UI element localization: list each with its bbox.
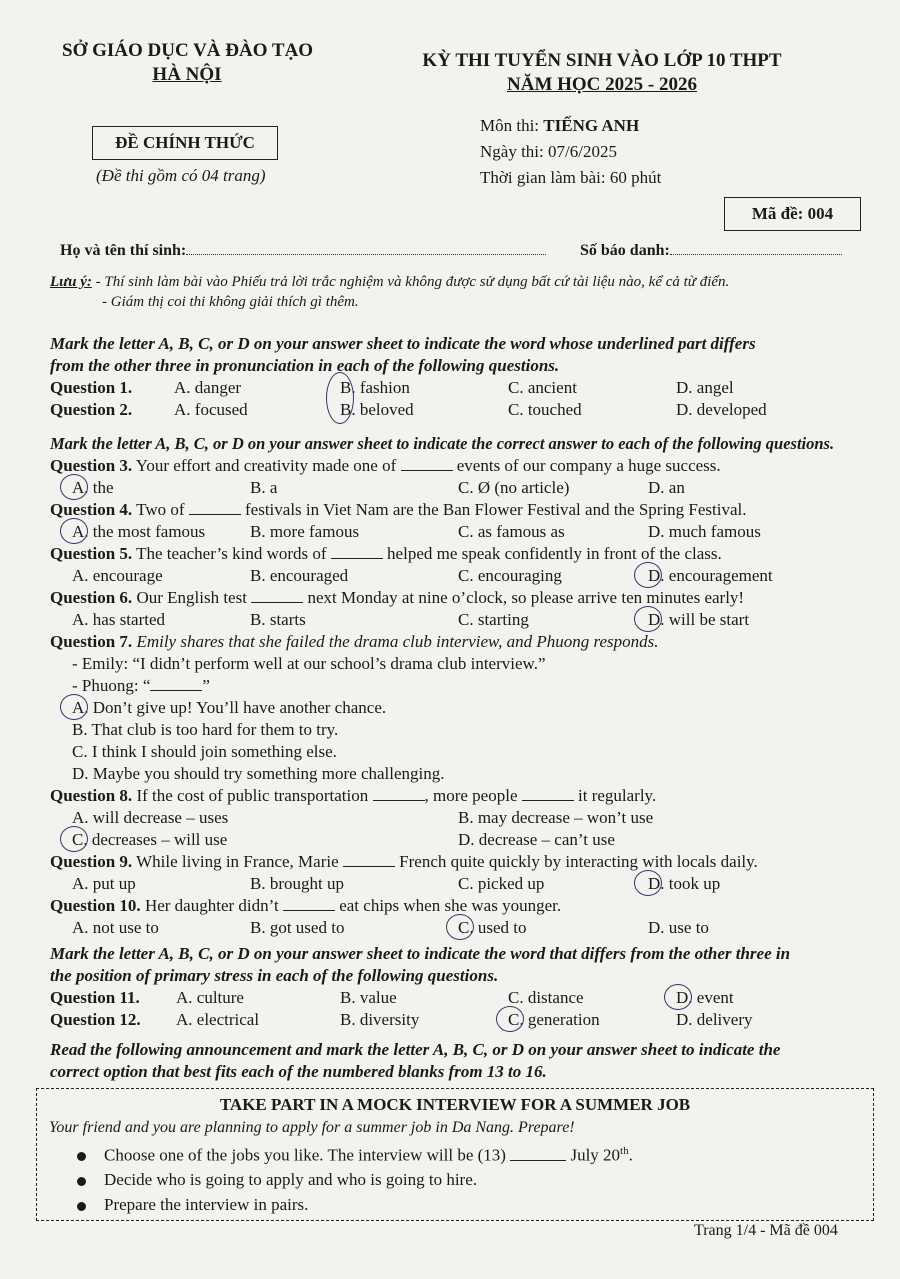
q4-option-d: D. much famous (648, 522, 761, 541)
section4-instruction-line2: correct option that best fits each of the numbered blanks from 13 to 16. (50, 1062, 547, 1081)
pen-circle-mark (664, 984, 692, 1010)
q3-option-c: C. Ø (no article) (458, 478, 570, 497)
q9-option-d: D. took up (648, 874, 721, 893)
school-year: NĂM HỌC 2025 - 2026 (507, 74, 697, 95)
q9-option-b: B. brought up (250, 874, 344, 893)
pen-circle-mark (60, 518, 88, 544)
section3-instruction-line2: the position of primary stress in each of the following questions. (50, 966, 499, 985)
q10-option-a: A. not use to (72, 918, 159, 937)
q7-option-a: A. Don’t give up! You’ll have another chance. (72, 698, 387, 717)
q1-option-c: C. ancient (508, 378, 577, 397)
q10-option-c: C. used to (458, 918, 527, 937)
pen-circle-mark (634, 870, 662, 896)
pen-circle-mark (60, 694, 88, 720)
q4-option-b: B. more famous (250, 522, 360, 541)
q3-option-a: A. the (72, 478, 114, 497)
q7-option-c: C. I think I should join something else. (72, 742, 337, 761)
section1-instruction-line2: from the other three in pronunciation in each of the following questions. (50, 356, 560, 375)
notes-line2: - Giám thị coi thi không giải thích gì thêm. (102, 294, 359, 310)
q12-option-b: B. diversity (340, 1010, 420, 1029)
q4-option-a: A. the most famous (72, 522, 206, 541)
q2-option-d: D. developed (676, 400, 767, 419)
q9-option-a: A. put up (72, 874, 136, 893)
q5-option-d: D. encouragement (648, 566, 773, 585)
exam-title: KỲ THI TUYỂN SINH VÀO LỚP 10 THPT (422, 50, 782, 71)
question-1-label: Question 1. (50, 378, 133, 397)
question-8-stem: Question 8. If the cost of public transportation , more people it regularly. (50, 786, 657, 805)
q8-option-d: D. decrease – can’t use (458, 830, 615, 849)
announcement-box (36, 1088, 874, 1221)
q12-option-c: C. generation (508, 1010, 600, 1029)
q7-phuong-line: - Phuong: “ ” (72, 676, 210, 695)
question-12-label: Question 12. (50, 1010, 141, 1029)
q1-option-b: B. fashion (340, 378, 410, 397)
q9-option-c: C. picked up (458, 874, 545, 893)
exam-code: Mã đề: 004 (724, 197, 861, 231)
q11-option-d: D. event (676, 988, 734, 1007)
question-9-stem: Question 9. While living in France, Marie French quite quickly by interacting with locals daily. (50, 852, 758, 871)
q3-option-b: B. a (250, 478, 278, 497)
q8-option-a: A. will decrease – uses (72, 808, 229, 827)
q10-option-d: D. use to (648, 918, 709, 937)
announcement-intro: Your friend and you are planning to apply for a summer job in Da Nang. Prepare! (49, 1119, 575, 1136)
pen-circle-mark (446, 914, 474, 940)
pen-circle-mark (60, 826, 88, 852)
exam-duration: Thời gian làm bài: 60 phút (480, 168, 662, 187)
q3-option-d: D. an (648, 478, 685, 497)
candidate-id-field: Số báo danh: (580, 241, 842, 260)
announcement-bullet-3: Prepare the interview in pairs. (77, 1195, 308, 1215)
q6-option-a: A. has started (72, 610, 166, 629)
candidate-name-field: Họ và tên thí sinh: (60, 241, 546, 260)
pen-circle-mark (634, 562, 662, 588)
question-7-stem: Question 7. Emily shares that she failed the drama club interview, and Phuong responds. (50, 632, 659, 651)
pen-circle-mark (326, 372, 354, 424)
page-footer: Trang 1/4 - Mã đề 004 (694, 1222, 838, 1239)
q2-option-a: A. focused (174, 400, 248, 419)
bullet-icon (77, 1202, 86, 1211)
pen-circle-mark (634, 606, 662, 632)
question-6-stem: Question 6. Our English test next Monday at nine o’clock, so please arrive ten minutes early! (50, 588, 745, 607)
q1-option-d: D. angel (676, 378, 734, 397)
q7-emily-line: - Emily: “I didn’t perform well at our school’s drama club interview.” (72, 654, 546, 673)
announcement-bullet-1: Choose one of the jobs you like. The interview will be (13) July 20th. (77, 1145, 633, 1166)
q6-option-b: B. starts (250, 610, 306, 629)
q5-option-a: A. encourage (72, 566, 163, 585)
q11-option-b: B. value (340, 988, 397, 1007)
announcement-title: TAKE PART IN A MOCK INTERVIEW FOR A SUMMER JOB (219, 1095, 691, 1114)
q12-option-a: A. electrical (176, 1010, 260, 1029)
city-name: HÀ NỘI (152, 64, 222, 85)
question-10-stem: Question 10. Her daughter didn’t eat chips when she was younger. (50, 896, 562, 915)
q11-option-a: A. culture (176, 988, 244, 1007)
q7-option-d: D. Maybe you should try something more challenging. (72, 764, 445, 783)
exam-date: Ngày thi: 07/6/2025 (480, 142, 617, 161)
question-4-stem: Question 4. Two of festivals in Viet Nam are the Ban Flower Festival and the Spring Festival. (50, 500, 747, 519)
section2-instruction: Mark the letter A, B, C, or D on your answer sheet to indicate the correct answer to each of the following questions. (50, 434, 835, 453)
notes-line1: Lưu ý: - Thí sinh làm bài vào Phiếu trả lời trắc nghiệm và không được sử dụng bất cứ tài liệu nào, kể cả từ điển. (50, 274, 730, 290)
question-5-stem: Question 5. The teacher’s kind words of helped me speak confidently in front of the class. (50, 544, 722, 563)
q1-option-a: A. danger (174, 378, 242, 397)
q6-option-d: D. will be start (648, 610, 750, 629)
question-11-label: Question 11. (50, 988, 140, 1007)
section1-instruction-line1: Mark the letter A, B, C, or D on your answer sheet to indicate the word whose underlined part differs (50, 334, 756, 353)
q12-option-d: D. delivery (676, 1010, 753, 1029)
q7-option-b: B. That club is too hard for them to try. (72, 720, 339, 739)
q11-option-c: C. distance (508, 988, 584, 1007)
section3-instruction-line1: Mark the letter A, B, C, or D on your answer sheet to indicate the word that differs from the other three in (50, 944, 791, 963)
q8-option-c: C. decreases – will use (72, 830, 228, 849)
q10-option-b: B. got used to (250, 918, 345, 937)
section4-instruction-line1: Read the following announcement and mark the letter A, B, C, or D on your answer sheet to indicate the (50, 1040, 781, 1059)
q2-option-c: C. touched (508, 400, 582, 419)
department-name: SỞ GIÁO DỤC VÀ ĐÀO TẠO (62, 40, 314, 61)
q8-option-b: B. may decrease – won’t use (458, 808, 654, 827)
q6-option-c: C. starting (458, 610, 529, 629)
bullet-icon (77, 1152, 86, 1161)
pages-note: (Đề thi gồm có 04 trang) (96, 166, 266, 185)
question-3-stem: Question 3. Your effort and creativity made one of events of our company a huge success. (50, 456, 721, 475)
announcement-bullet-2: Decide who is going to apply and who is going to hire. (77, 1170, 477, 1190)
question-2-label: Question 2. (50, 400, 133, 419)
q4-option-c: C. as famous as (458, 522, 565, 541)
q2-option-b: B. beloved (340, 400, 414, 419)
pen-circle-mark (496, 1006, 524, 1032)
q5-option-c: C. encouraging (458, 566, 562, 585)
q5-option-b: B. encouraged (250, 566, 349, 585)
pen-circle-mark (60, 474, 88, 500)
subject-line: Môn thi: TIẾNG ANH (480, 116, 640, 135)
official-badge: ĐỀ CHÍNH THỨC (92, 126, 278, 160)
bullet-icon (77, 1177, 86, 1186)
